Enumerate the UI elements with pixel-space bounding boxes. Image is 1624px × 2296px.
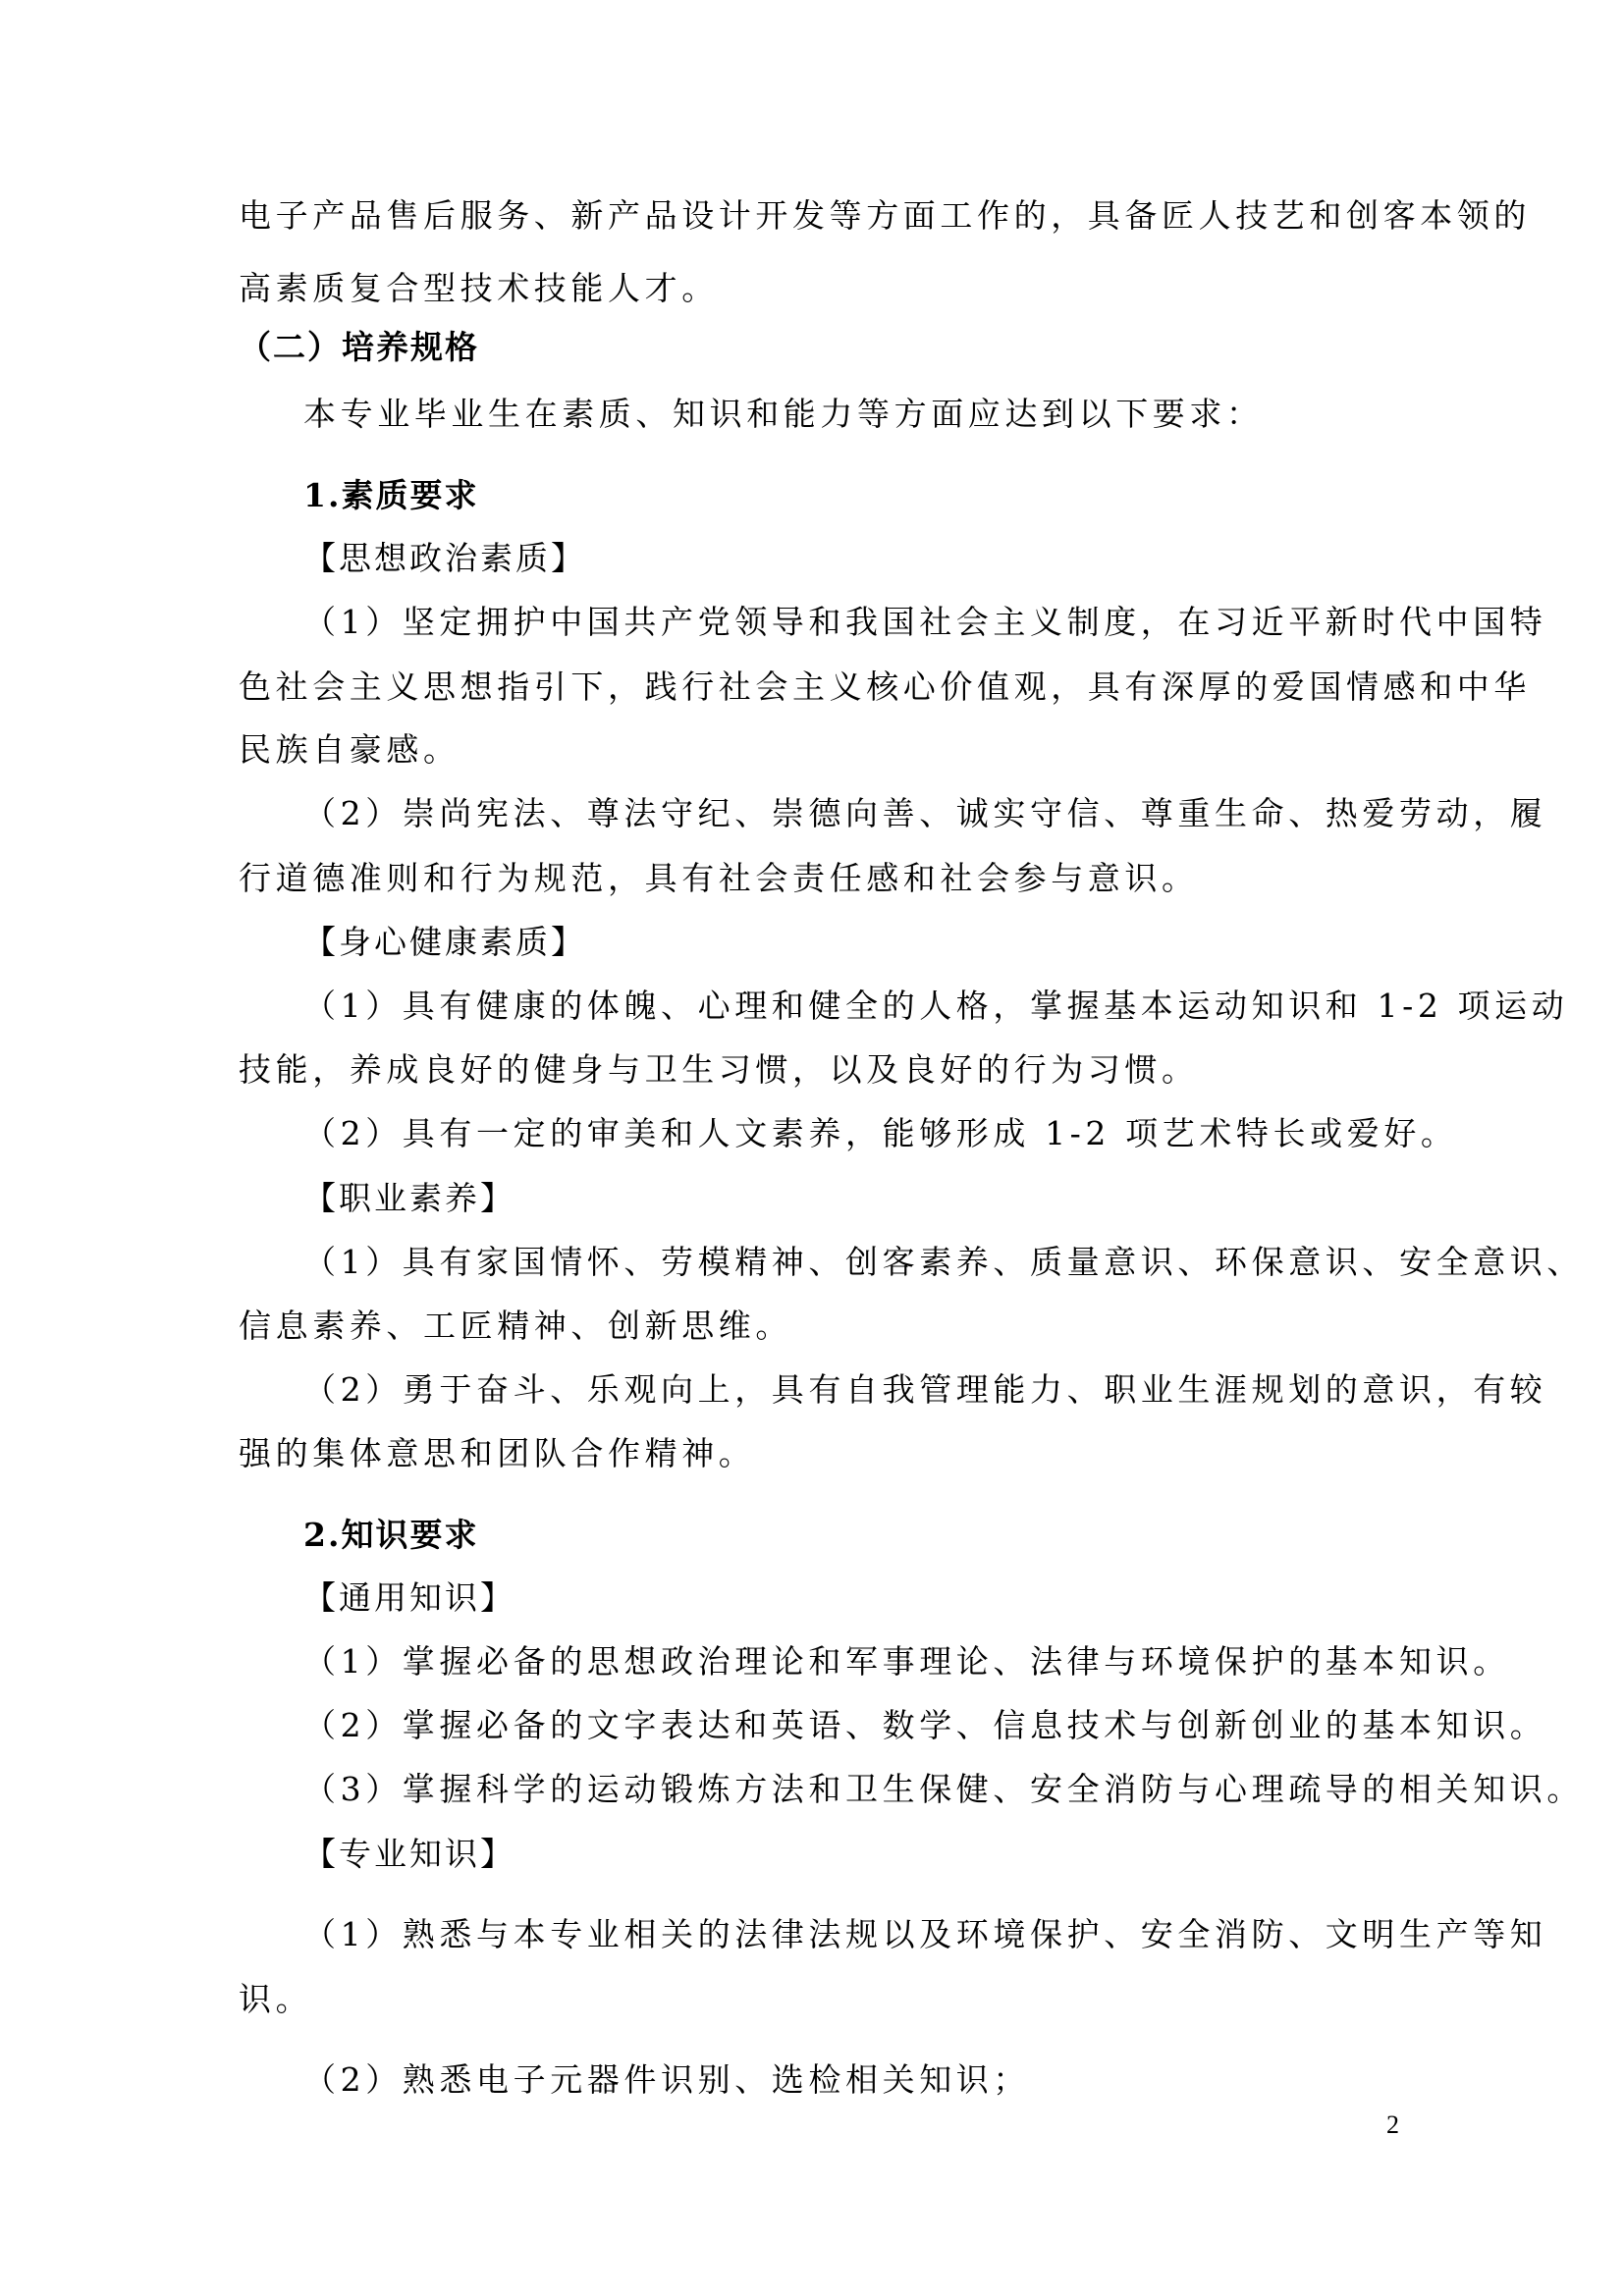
paragraph-line: 本专业毕业生在素质、知识和能力等方面应达到以下要求： [303, 395, 1264, 433]
subsection-heading: 2.知识要求 [303, 1516, 479, 1554]
section-heading: （二）培养规格 [239, 328, 479, 366]
paragraph-line: （1）坚定拥护中国共产党领导和我国社会主义制度，在习近平新时代中国特 [303, 603, 1547, 641]
page-number: 2 [1386, 2110, 1399, 2139]
paragraph-line: （2）崇尚宪法、尊法守纪、崇德向善、诚实守信、尊重生命、热爱劳动，履 [303, 794, 1547, 832]
category-heading: 【职业素养】 [303, 1179, 515, 1217]
paragraph-line: （2）具有一定的审美和人文素养，能够形成 1-2 项艺术特长或爱好。 [303, 1114, 1458, 1152]
paragraph-line: 强的集体意思和团队合作精神。 [239, 1434, 756, 1472]
paragraph-line: 技能，养成良好的健身与卫生习惯，以及良好的行为习惯。 [239, 1050, 1199, 1089]
category-heading: 【通用知识】 [303, 1578, 515, 1617]
paragraph-line: （3）掌握科学的运动锻炼方法和卫生保健、安全消防与心理疏导的相关知识。 [303, 1770, 1584, 1808]
paragraph-line: 民族自豪感。 [239, 730, 460, 769]
category-heading: 【专业知识】 [303, 1835, 515, 1873]
paragraph-line: 色社会主义思想指引下，践行社会主义核心价值观，具有深厚的爱国情感和中华 [239, 667, 1531, 706]
subsection-heading: 1.素质要求 [303, 476, 479, 514]
paragraph-line: （1）具有家国情怀、劳模精神、创客素养、质量意识、环保意识、安全意识、 [303, 1243, 1584, 1281]
paragraph-line: （1）熟悉与本专业相关的法律法规以及环境保护、安全消防、文明生产等知 [303, 1915, 1547, 1953]
paragraph-line: （2）熟悉电子元器件识别、选检相关知识； [303, 2060, 1030, 2099]
paragraph-line: 电子产品售后服务、新产品设计开发等方面工作的，具备匠人技艺和创客本领的 [239, 196, 1531, 235]
paragraph-line: （2）掌握必备的文字表达和英语、数学、信息技术与创新创业的基本知识。 [303, 1706, 1547, 1744]
category-heading: 【思想政治素质】 [303, 539, 586, 577]
category-heading: 【身心健康素质】 [303, 923, 586, 961]
paragraph-line: 信息素养、工匠精神、创新思维。 [239, 1307, 792, 1345]
paragraph-line: （1）掌握必备的思想政治理论和军事理论、法律与环境保护的基本知识。 [303, 1642, 1510, 1681]
paragraph-line: （1）具有健康的体魄、心理和健全的人格，掌握基本运动知识和 1-2 项运动 [303, 987, 1569, 1025]
paragraph-line: 高素质复合型技术技能人才。 [239, 269, 719, 307]
paragraph-line: （2）勇于奋斗、乐观向上，具有自我管理能力、职业生涯规划的意识，有较 [303, 1370, 1547, 1409]
paragraph-line: 行道德准则和行为规范，具有社会责任感和社会参与意识。 [239, 859, 1199, 897]
paragraph-line: 识。 [239, 1980, 313, 2018]
